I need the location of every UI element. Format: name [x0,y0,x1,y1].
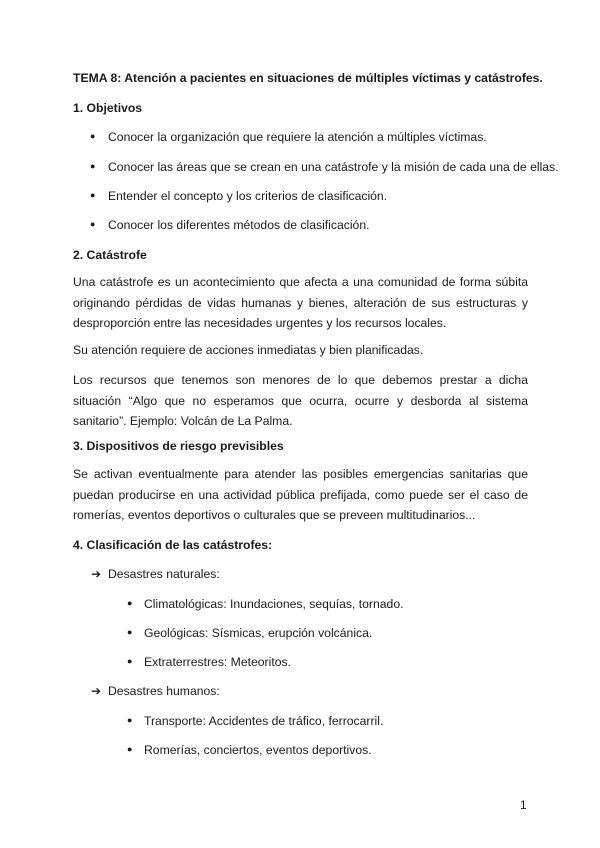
paragraph: Una catástrofe es un acontecimiento que afecta a una comunidad de forma súbita originando pérdidas de vidas humanas y bienes, alteración de sus estructuras y desproporción entre las necesidades urgentes y los recursos locales. [73,275,528,330]
list-item: Entender el concepto y los criterios de clasificación. [108,189,388,203]
bullet-icon: ● [127,627,133,637]
bullet-icon: ● [127,715,133,725]
section-heading-clasificacion: 4. Clasificación de las catástrofes: [73,538,273,552]
bullet-icon: ● [127,744,133,754]
section-heading-catastrofe: 2. Catástrofe [73,248,147,262]
bullet-icon: ● [90,161,96,171]
list-item: Conocer los diferentes métodos de clasificación. [108,218,370,232]
section-heading-objetivos: 1. Objetivos [73,101,143,115]
list-item: Conocer las áreas que se crean en una catástrofe y la misión de cada una de ellas. [108,160,559,174]
document-title: TEMA 8: Atención a pacientes en situaciones de múltiples víctimas y catástrofes. [73,71,543,85]
list-item: Transporte: Accidentes de tráfico, ferrocarril. [144,714,384,728]
arrow-icon: ➔ [91,684,102,698]
list-item: Romerías, conciertos, eventos deportivos. [144,743,372,757]
list-item: Extraterrestres: Meteoritos. [144,655,291,669]
paragraph: Se activan eventualmente para atender las posibles emergencias sanitarias que puedan producirse en una actividad pública prefijada, como puede ser el caso de romerías, eventos deportivos o culturales que se preveen multitudinarios... [73,467,528,522]
list-item: Geológicas: Sísmicas, erupción volcánica. [144,626,373,640]
section-heading-dispositivos: 3. Dispositivos de riesgo previsibles [73,439,284,453]
arrow-icon: ➔ [91,567,102,581]
paragraph: Su atención requiere de acciones inmediatas y bien planificadas. [73,343,424,357]
bullet-icon: ● [127,656,133,666]
page-number: 1 [520,798,527,812]
list-item: Climatológicas: Inundaciones, sequías, tornado. [144,597,404,611]
bullet-icon: ● [127,598,133,608]
group-label-humanos: Desastres humanos: [108,684,220,698]
bullet-icon: ● [90,219,96,229]
paragraph: Los recursos que tenemos son menores de lo que debemos prestar a dicha situación “Algo que no esperamos que ocurra, ocurre y desborda al sistema sanitario”. Ejemplo: Volcán de La Palma. [73,373,528,428]
bullet-icon: ● [90,131,96,141]
bullet-icon: ● [90,190,96,200]
list-item: Conocer la organización que requiere la atención a múltiples víctimas. [108,130,487,144]
group-label-naturales: Desastres naturales: [108,567,220,581]
